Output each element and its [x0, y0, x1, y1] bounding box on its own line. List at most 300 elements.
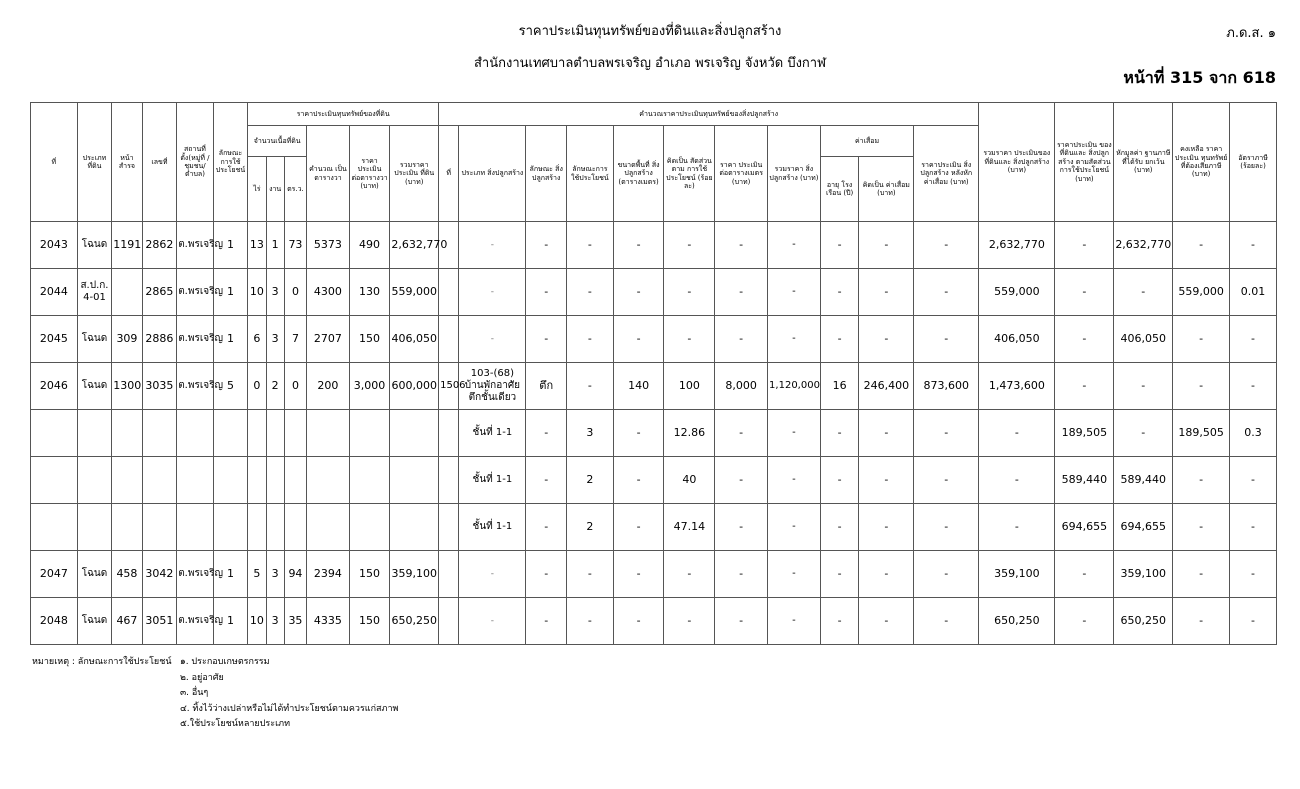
cell-doc-no — [142, 457, 177, 504]
cell-prop: - — [1055, 222, 1114, 269]
table-row — [31, 457, 1277, 504]
cell-sqwa: 4335 — [307, 598, 350, 645]
cell-ngan: 2 — [266, 363, 284, 410]
table-row — [31, 222, 1277, 269]
cell-b-dep: 246,400 — [859, 363, 914, 410]
col-sqwa-header: คำนวณ เป็น ตารางวา — [307, 126, 350, 222]
cell-price-per-wa: 150 — [349, 598, 390, 645]
cell-b-kind: - — [526, 410, 567, 457]
cell-rate: - — [1230, 598, 1277, 645]
cell-exempt: 2,632,770 — [1114, 222, 1173, 269]
cell-b-kind: - — [526, 598, 567, 645]
col-price-per-wa-header: ราคา ประเมิน ต่อตารางวา (บาท) — [349, 126, 390, 222]
cell-b-no — [439, 269, 459, 316]
cell-taxable: - — [1173, 598, 1230, 645]
cell-location: ต.พรเจริญ — [177, 316, 214, 363]
cell-b-kind: - — [526, 222, 567, 269]
cell-b-kind: - — [526, 316, 567, 363]
land-area-group-header: จำนวนเนื้อที่ดิน — [248, 126, 307, 157]
cell-taxable: - — [1173, 504, 1230, 551]
cell-b-pct: - — [664, 269, 715, 316]
cell-b-price: - — [715, 504, 768, 551]
cell-ngan: 3 — [266, 598, 284, 645]
table-row — [31, 551, 1277, 598]
cell-rate: - — [1230, 504, 1277, 551]
cell-wa — [284, 504, 306, 551]
cell-b-type: ชั้นที่ 1-1 — [459, 457, 526, 504]
cell-b-price: - — [715, 410, 768, 457]
note-item: ๓. อื่นๆ — [180, 688, 209, 698]
cell-price-per-wa: 150 — [349, 316, 390, 363]
cell-wa — [284, 410, 306, 457]
cell-b-area: - — [613, 269, 664, 316]
cell-land-total — [390, 457, 439, 504]
cell-b-age: - — [820, 316, 859, 363]
cell-b-total: - — [768, 222, 821, 269]
cell-rai: 10 — [248, 269, 266, 316]
col-ngan-header: งาน — [266, 157, 284, 222]
cell-b-net: - — [914, 504, 979, 551]
cell-b-net: - — [914, 457, 979, 504]
cell-usage: 5 — [213, 363, 248, 410]
cell-land-total: 359,100 — [390, 551, 439, 598]
cell-wa: 0 — [284, 269, 306, 316]
note-item: ๒. อยู่อาศัย — [180, 672, 224, 683]
table-row — [31, 410, 1277, 457]
cell-price-per-wa: 150 — [349, 551, 390, 598]
cell-survey-page: 1300 — [112, 363, 142, 410]
cell-b-dep: - — [859, 410, 914, 457]
cell-b-pct: 40 — [664, 457, 715, 504]
cell-no — [31, 457, 78, 504]
note-item: ๔. ทิ้งไว้ว่างเปล่าหรือไม่ได้ทำประโยชน์ตามควรแก่สภาพ — [180, 703, 399, 714]
cell-b-price: - — [715, 457, 768, 504]
cell-rai: 5 — [248, 551, 266, 598]
cell-b-area: - — [613, 551, 664, 598]
cell-b-price: - — [715, 551, 768, 598]
cell-b-price: - — [715, 316, 768, 363]
cell-grand: 650,250 — [979, 598, 1055, 645]
cell-no — [31, 504, 78, 551]
cell-location: ต.พรเจริญ — [177, 363, 214, 410]
cell-sqwa: 5373 — [307, 222, 350, 269]
document-title: ราคาประเมินทุนทรัพย์ของที่ดินและสิ่งปลูกสร้าง — [518, 24, 782, 39]
col-exempt-header: หักมูลค่า ฐานภาษี ที่ได้รับ ยกเว้น (บาท) — [1114, 103, 1173, 222]
cell-b-dep: - — [859, 598, 914, 645]
cell-b-net: - — [914, 551, 979, 598]
cell-price-per-wa — [349, 504, 390, 551]
building-group-header: คำนวณราคาประเมินทุนทรัพย์ของสิ่งปลูกสร้าง — [439, 103, 979, 126]
cell-ngan — [266, 457, 284, 504]
cell-sqwa: 200 — [307, 363, 350, 410]
col-tax-rate-header: อัตราภาษี (ร้อยละ) — [1230, 103, 1277, 222]
form-code: ภ.ด.ส. ๑ — [1226, 26, 1276, 41]
cell-b-usage: - — [567, 363, 614, 410]
cell-rai: 0 — [248, 363, 266, 410]
cell-wa: 94 — [284, 551, 306, 598]
cell-wa: 7 — [284, 316, 306, 363]
cell-usage: 1 — [213, 316, 248, 363]
col-building-no-header: ที่ — [439, 126, 459, 222]
cell-grand: - — [979, 410, 1055, 457]
cell-price-per-wa — [349, 457, 390, 504]
valuation-table-body — [31, 222, 1277, 645]
cell-doc-no: 2865 — [142, 269, 177, 316]
note-item: ๑. ประกอบเกษตรกรรม — [180, 657, 270, 667]
cell-b-price: - — [715, 598, 768, 645]
cell-rai — [248, 457, 266, 504]
cell-b-age: - — [820, 410, 859, 457]
col-price-per-sqm-header: ราคา ประเมิน ต่อตารางเมตร (บาท) — [715, 126, 768, 222]
cell-b-type: ชั้นที่ 1-1 — [459, 410, 526, 457]
cell-prop: - — [1055, 598, 1114, 645]
cell-location: ต.พรเจริญ — [177, 551, 214, 598]
cell-doc-type — [77, 504, 112, 551]
land-group-header: ราคาประเมินทุนทรัพย์ของที่ดิน — [248, 103, 439, 126]
cell-exempt: - — [1114, 410, 1173, 457]
cell-b-total: - — [768, 316, 821, 363]
cell-b-total: - — [768, 457, 821, 504]
cell-b-no — [439, 504, 459, 551]
cell-survey-page: 309 — [112, 316, 142, 363]
cell-b-net: - — [914, 269, 979, 316]
cell-taxable: 189,505 — [1173, 410, 1230, 457]
cell-ngan: 3 — [266, 316, 284, 363]
cell-b-age: - — [820, 551, 859, 598]
cell-rate: - — [1230, 551, 1277, 598]
cell-b-dep: - — [859, 504, 914, 551]
cell-doc-no: 3042 — [142, 551, 177, 598]
cell-b-area: - — [613, 410, 664, 457]
cell-b-pct: 47.14 — [664, 504, 715, 551]
cell-b-total: - — [768, 269, 821, 316]
col-grand-total-header: รวมราคา ประเมินของ ที่ดินและ สิ่งปลูกสร้าง (บาท) — [979, 103, 1055, 222]
col-proportional-header: ราคาประเมิน ของที่ดินและ สิ่งปลูกสร้าง ตามสัดส่วน การใช้ประโยชน์ (บาท) — [1055, 103, 1114, 222]
cell-usage: 1 — [213, 222, 248, 269]
cell-land-total: 600,000 — [390, 363, 439, 410]
col-wa-header: ตร.ว. — [284, 157, 306, 222]
cell-b-usage: - — [567, 269, 614, 316]
cell-doc-no — [142, 504, 177, 551]
col-usage-header: ลักษณะ การใช้ ประโยชน์ — [213, 103, 248, 222]
cell-grand: 559,000 — [979, 269, 1055, 316]
cell-rate: - — [1230, 457, 1277, 504]
cell-b-pct: 12.86 — [664, 410, 715, 457]
cell-wa: 35 — [284, 598, 306, 645]
col-building-area-header: ขนาดพื้นที่ สิ่งปลูกสร้าง (ตารางเมตร) — [613, 126, 664, 222]
cell-b-age: 16 — [820, 363, 859, 410]
cell-exempt: - — [1114, 269, 1173, 316]
cell-usage — [213, 457, 248, 504]
cell-survey-page — [112, 504, 142, 551]
cell-prop: 189,505 — [1055, 410, 1114, 457]
cell-doc-no: 3035 — [142, 363, 177, 410]
cell-ngan: 3 — [266, 551, 284, 598]
cell-b-total: - — [768, 410, 821, 457]
cell-price-per-wa: 130 — [349, 269, 390, 316]
cell-b-area: 140 — [613, 363, 664, 410]
cell-rate: - — [1230, 363, 1277, 410]
cell-b-total: 1,120,000 — [768, 363, 821, 410]
cell-b-pct: 100 — [664, 363, 715, 410]
cell-b-net: 873,600 — [914, 363, 979, 410]
cell-b-type: - — [459, 316, 526, 363]
cell-land-total — [390, 504, 439, 551]
cell-ngan — [266, 504, 284, 551]
cell-b-usage: - — [567, 222, 614, 269]
office-name: สำนักงานเทศบาลตำบลพรเจริญ อำเภอ พรเจริญ จังหวัด บึงกาฬ — [473, 56, 826, 71]
col-building-kind-header: ลักษณะ สิ่งปลูกสร้าง — [526, 126, 567, 222]
cell-b-kind: - — [526, 504, 567, 551]
cell-b-pct: - — [664, 316, 715, 363]
cell-survey-page: 467 — [112, 598, 142, 645]
cell-b-dep: - — [859, 222, 914, 269]
cell-b-dep: - — [859, 269, 914, 316]
cell-ngan — [266, 410, 284, 457]
cell-b-no — [439, 598, 459, 645]
cell-prop: 694,655 — [1055, 504, 1114, 551]
cell-ngan: 3 — [266, 269, 284, 316]
cell-b-usage: 2 — [567, 504, 614, 551]
table-row — [31, 504, 1277, 551]
cell-prop: 589,440 — [1055, 457, 1114, 504]
cell-doc-type: โฉนด — [77, 598, 112, 645]
cell-b-area: - — [613, 504, 664, 551]
cell-grand: - — [979, 504, 1055, 551]
cell-doc-type — [77, 457, 112, 504]
cell-b-usage: 2 — [567, 457, 614, 504]
cell-rate: 0.01 — [1230, 269, 1277, 316]
col-no-header: ที่ — [31, 103, 78, 222]
cell-wa: 0 — [284, 363, 306, 410]
cell-land-total: 650,250 — [390, 598, 439, 645]
cell-taxable: - — [1173, 363, 1230, 410]
cell-grand: 1,473,600 — [979, 363, 1055, 410]
cell-exempt: 589,440 — [1114, 457, 1173, 504]
cell-land-total: 406,050 — [390, 316, 439, 363]
cell-survey-page — [112, 457, 142, 504]
col-building-usage-header: ลักษณะการ ใช้ประโยชน์ — [567, 126, 614, 222]
cell-b-usage: - — [567, 316, 614, 363]
cell-grand: 406,050 — [979, 316, 1055, 363]
cell-b-usage: - — [567, 551, 614, 598]
cell-b-usage: 3 — [567, 410, 614, 457]
cell-doc-type: ส.ป.ก. 4-01 — [77, 269, 112, 316]
table-row — [31, 316, 1277, 363]
cell-rai: 13 — [248, 222, 266, 269]
cell-b-total: - — [768, 551, 821, 598]
col-net-building-header: ราคาประเมิน สิ่งปลูกสร้าง หลังหัก ค่าเสื่อม (บาท) — [914, 126, 979, 222]
cell-exempt: - — [1114, 363, 1173, 410]
cell-survey-page: 458 — [112, 551, 142, 598]
depreciation-group-header: ค่าเสื่อม — [820, 126, 913, 157]
cell-b-no — [439, 316, 459, 363]
cell-b-type: - — [459, 551, 526, 598]
cell-exempt: 359,100 — [1114, 551, 1173, 598]
cell-b-price: - — [715, 222, 768, 269]
cell-location — [177, 457, 214, 504]
cell-b-area: - — [613, 457, 664, 504]
cell-ngan: 1 — [266, 222, 284, 269]
cell-doc-no: 3051 — [142, 598, 177, 645]
cell-rai: 10 — [248, 598, 266, 645]
cell-b-dep: - — [859, 316, 914, 363]
cell-sqwa: 2394 — [307, 551, 350, 598]
cell-no: 2047 — [31, 551, 78, 598]
cell-doc-no — [142, 410, 177, 457]
cell-rate: 0.3 — [1230, 410, 1277, 457]
cell-rate: - — [1230, 316, 1277, 363]
cell-exempt: 694,655 — [1114, 504, 1173, 551]
cell-survey-page — [112, 269, 142, 316]
col-location-header: สถานที่ ตั้ง(หมู่ที่ /ชุมชน/ ตำบล) — [177, 103, 214, 222]
cell-location: ต.พรเจริญ — [177, 269, 214, 316]
cell-land-total: 2,632,770 — [390, 222, 439, 269]
cell-no: 2046 — [31, 363, 78, 410]
cell-no: 2044 — [31, 269, 78, 316]
cell-wa: 73 — [284, 222, 306, 269]
cell-no: 2045 — [31, 316, 78, 363]
cell-location: ต.พรเจริญ — [177, 598, 214, 645]
cell-taxable: 559,000 — [1173, 269, 1230, 316]
cell-b-price: 8,000 — [715, 363, 768, 410]
cell-b-price: - — [715, 269, 768, 316]
cell-b-dep: - — [859, 457, 914, 504]
col-doc-type-header: ประเภท ที่ดิน — [77, 103, 112, 222]
cell-land-total: 559,000 — [390, 269, 439, 316]
cell-wa — [284, 457, 306, 504]
cell-sqwa: 4300 — [307, 269, 350, 316]
cell-doc-type: โฉนด — [77, 316, 112, 363]
cell-prop: - — [1055, 269, 1114, 316]
cell-location: ต.พรเจริญ — [177, 222, 214, 269]
col-building-total-header: รวมราคา สิ่งปลูกสร้าง (บาท) — [768, 126, 821, 222]
cell-rai: 6 — [248, 316, 266, 363]
notes-list — [180, 655, 398, 733]
cell-b-area: - — [613, 598, 664, 645]
cell-sqwa: 2707 — [307, 316, 350, 363]
cell-usage — [213, 504, 248, 551]
cell-rate: - — [1230, 222, 1277, 269]
cell-b-net: - — [914, 598, 979, 645]
cell-no: 2043 — [31, 222, 78, 269]
cell-doc-no: 2886 — [142, 316, 177, 363]
cell-b-type: 103-(68) บ้านพักอาศัยตึกชั้นเดียว — [459, 363, 526, 410]
col-depreciation-header: คิดเป็น ค่าเสื่อม (บาท) — [859, 157, 914, 222]
col-doc-no-header: เลขที่ — [142, 103, 177, 222]
page-indicator: หน้าที่ 315 จาก 618 — [1123, 68, 1276, 87]
cell-land-total — [390, 410, 439, 457]
cell-grand: 359,100 — [979, 551, 1055, 598]
cell-taxable: - — [1173, 551, 1230, 598]
table-row — [31, 269, 1277, 316]
col-taxable-header: คงเหลือ ราคาประเมิน ทุนทรัพย์ ที่ต้องเสียภาษี (บาท) — [1173, 103, 1230, 222]
cell-rai — [248, 410, 266, 457]
valuation-table-container — [30, 102, 1277, 645]
cell-doc-type: โฉนด — [77, 551, 112, 598]
cell-exempt: 650,250 — [1114, 598, 1173, 645]
cell-taxable: - — [1173, 457, 1230, 504]
cell-usage: 1 — [213, 269, 248, 316]
cell-b-age: - — [820, 504, 859, 551]
cell-rai — [248, 504, 266, 551]
notes-label: หมายเหตุ : ลักษณะการใช้ประโยชน์ — [32, 657, 172, 667]
valuation-table — [30, 102, 1277, 645]
cell-b-usage: - — [567, 598, 614, 645]
col-land-total-header: รวมราคา ประเมิน ที่ดิน (บาท) — [390, 126, 439, 222]
cell-doc-no: 2862 — [142, 222, 177, 269]
cell-grand: - — [979, 457, 1055, 504]
cell-prop: - — [1055, 551, 1114, 598]
cell-b-net: - — [914, 316, 979, 363]
cell-b-kind: - — [526, 269, 567, 316]
cell-b-no — [439, 410, 459, 457]
cell-b-net: - — [914, 222, 979, 269]
cell-b-net: - — [914, 410, 979, 457]
cell-b-total: - — [768, 598, 821, 645]
cell-location — [177, 410, 214, 457]
cell-b-kind: - — [526, 551, 567, 598]
cell-b-type: - — [459, 222, 526, 269]
cell-sqwa — [307, 457, 350, 504]
cell-b-pct: - — [664, 222, 715, 269]
cell-survey-page: 1191 — [112, 222, 142, 269]
col-usage-percent-header: คิดเป็น สัดส่วนตาม การใช้ ประโยชน์ (ร้อยละ) — [664, 126, 715, 222]
cell-taxable: - — [1173, 222, 1230, 269]
cell-location — [177, 504, 214, 551]
table-row — [31, 598, 1277, 645]
cell-b-pct: - — [664, 551, 715, 598]
cell-price-per-wa: 490 — [349, 222, 390, 269]
cell-b-kind: - — [526, 457, 567, 504]
col-building-age-header: อายุ โรงเรือน (ปี) — [820, 157, 859, 222]
cell-usage — [213, 410, 248, 457]
cell-usage: 1 — [213, 551, 248, 598]
cell-b-pct: - — [664, 598, 715, 645]
cell-b-age: - — [820, 269, 859, 316]
cell-exempt: 406,050 — [1114, 316, 1173, 363]
cell-b-area: - — [613, 316, 664, 363]
col-building-type-header: ประเภท สิ่งปลูกสร้าง — [459, 126, 526, 222]
cell-doc-type — [77, 410, 112, 457]
note-item: ๕.ใช้ประโยชน์หลายประเภท — [180, 719, 291, 729]
cell-b-type: ชั้นที่ 1-1 — [459, 504, 526, 551]
cell-survey-page — [112, 410, 142, 457]
cell-no — [31, 410, 78, 457]
cell-b-age: - — [820, 457, 859, 504]
cell-b-type: - — [459, 598, 526, 645]
cell-b-no: 1506 — [439, 363, 459, 410]
cell-usage: 1 — [213, 598, 248, 645]
cell-taxable: - — [1173, 316, 1230, 363]
table-row — [31, 363, 1277, 410]
cell-b-age: - — [820, 222, 859, 269]
cell-prop: - — [1055, 363, 1114, 410]
cell-b-age: - — [820, 598, 859, 645]
cell-doc-type: โฉนด — [77, 363, 112, 410]
cell-b-no — [439, 551, 459, 598]
cell-sqwa — [307, 504, 350, 551]
cell-b-kind: ตึก — [526, 363, 567, 410]
cell-doc-type: โฉนด — [77, 222, 112, 269]
cell-sqwa — [307, 410, 350, 457]
cell-b-no — [439, 457, 459, 504]
cell-b-dep: - — [859, 551, 914, 598]
cell-b-area: - — [613, 222, 664, 269]
col-rai-header: ไร่ — [248, 157, 266, 222]
cell-prop: - — [1055, 316, 1114, 363]
cell-price-per-wa — [349, 410, 390, 457]
